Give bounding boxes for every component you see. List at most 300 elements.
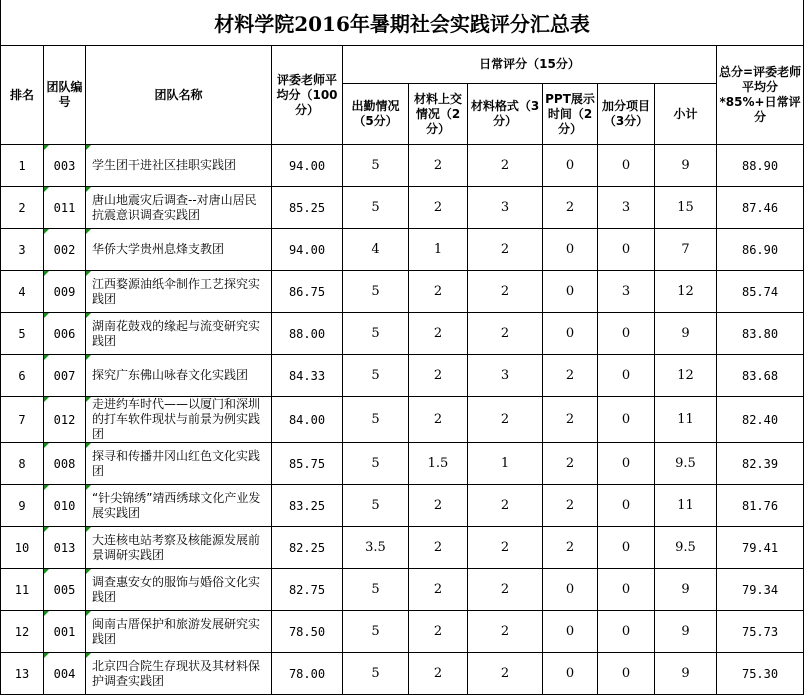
cell-team-no-text: 002 [53,242,76,257]
cell-teacher-avg [272,271,343,313]
cell-team-name-text: 华侨大学贵州息烽支教团 [92,242,225,256]
cell-ppt-time-text: 2 [565,456,575,471]
table-row [1,145,804,187]
cell-material-format [468,145,543,187]
cell-team-name-text: 探寻和传播井冈山红色文化实践团 [92,448,261,478]
cell-team-name-text: 学生团干进社区挂职实践团 [92,158,237,172]
header-rank: 排名 [1,46,44,145]
cell-materials-submit-text: 2 [433,666,443,681]
cell-subtotal-text: 9 [681,624,690,639]
cell-material-format [468,569,543,611]
header-team-name: 团队名称 [86,46,272,145]
comment-indicator-icon [44,527,49,532]
cell-ppt-time [543,611,598,653]
cell-teacher-avg [272,485,343,527]
cell-attendance-text: 5 [371,498,380,513]
cell-materials-submit-text: 2 [433,158,443,173]
cell-attendance-text: 5 [371,284,380,299]
cell-team-no [44,397,86,443]
cell-teacher-avg-text: 83.25 [288,498,326,513]
table-row [1,527,804,569]
cell-total-text: 79.41 [741,540,779,555]
comment-indicator-icon [86,355,91,360]
cell-total [717,187,804,229]
cell-materials-submit [409,145,468,187]
cell-team-name [86,527,272,569]
cell-ppt-time [543,229,598,271]
cell-ppt-time [543,443,598,485]
cell-rank-text: 9 [18,498,26,513]
cell-bonus-text: 0 [621,666,631,681]
cell-attendance-text: 5 [371,326,380,341]
cell-attendance [343,145,409,187]
cell-rank-text: 1 [18,158,26,173]
cell-subtotal-text: 9 [681,582,690,597]
cell-bonus-text: 0 [621,456,631,471]
cell-team-no-text: 011 [53,200,76,215]
table-row [1,397,804,443]
header-material-format: 材料格式（3分） [468,84,543,145]
cell-subtotal-text: 9.5 [675,456,696,471]
cell-ppt-time [543,569,598,611]
cell-subtotal [655,145,717,187]
cell-total-text: 75.73 [741,624,779,639]
cell-attendance [343,569,409,611]
comment-indicator-icon [44,355,49,360]
cell-team-no [44,187,86,229]
cell-attendance-text: 5 [371,582,380,597]
cell-total-text: 79.34 [741,582,779,597]
cell-team-name-text: 唐山地震灾后调查--对唐山居民抗震意识调查实践团 [92,192,257,222]
cell-attendance-text: 4 [371,242,380,257]
cell-bonus [598,611,655,653]
cell-subtotal [655,355,717,397]
cell-subtotal [655,527,717,569]
comment-indicator-icon [44,611,49,616]
cell-ppt-time [543,355,598,397]
cell-attendance [343,187,409,229]
cell-team-no [44,355,86,397]
comment-indicator-icon [86,653,91,658]
cell-team-name-text: 闽南古厝保护和旅游发展研究实践团 [92,616,261,646]
cell-rank-text: 12 [14,624,30,639]
cell-team-name-text: 调查惠安女的服饰与婚俗文化实践团 [92,574,261,604]
cell-team-no-text: 005 [53,582,76,597]
cell-ppt-time [543,271,598,313]
table-row [1,611,804,653]
cell-bonus-text: 0 [621,624,631,639]
cell-subtotal [655,397,717,443]
cell-team-name [86,443,272,485]
cell-team-no-text: 006 [53,326,76,341]
cell-teacher-avg-text: 82.75 [288,582,326,597]
cell-material-format [468,355,543,397]
cell-rank [1,653,44,695]
cell-ppt-time-text: 0 [565,242,575,257]
cell-subtotal-text: 12 [677,284,694,299]
cell-material-format [468,527,543,569]
cell-ppt-time [543,313,598,355]
cell-team-name [86,611,272,653]
cell-team-no [44,569,86,611]
cell-teacher-avg-text: 84.00 [288,412,326,427]
cell-team-name-text: “针尖锦绣”靖西绣球文化产业发展实践团 [92,490,261,520]
cell-material-format-text: 2 [500,242,510,257]
page-title: 材料学院2016年暑期社会实践评分汇总表 [1,0,804,46]
cell-team-no-text: 012 [53,412,76,427]
cell-materials-submit [409,443,468,485]
cell-rank [1,145,44,187]
cell-rank-text: 11 [14,582,30,597]
cell-total-text: 83.80 [741,326,779,341]
cell-material-format-text: 2 [500,666,510,681]
cell-rank [1,443,44,485]
cell-teacher-avg-text: 88.00 [288,326,326,341]
cell-attendance-text: 3.5 [365,540,386,555]
cell-team-no-text: 010 [53,498,76,513]
cell-rank-text: 8 [18,456,26,471]
cell-total [717,145,804,187]
cell-rank [1,527,44,569]
header-total: 总分=评委老师平均分*85%+日常评分 [717,46,804,145]
comment-indicator-icon [86,229,91,234]
cell-attendance-text: 5 [371,666,380,681]
comment-indicator-icon [86,397,91,402]
cell-subtotal-text: 15 [677,200,694,215]
cell-attendance-text: 5 [371,368,380,383]
cell-ppt-time-text: 0 [565,666,575,681]
cell-material-format [468,653,543,695]
cell-ppt-time [543,397,598,443]
cell-ppt-time-text: 2 [565,412,575,427]
cell-materials-submit-text: 2 [433,540,443,555]
cell-attendance-text: 5 [371,456,380,471]
cell-materials-submit [409,397,468,443]
cell-subtotal-text: 9 [681,158,690,173]
cell-subtotal [655,313,717,355]
cell-attendance [343,485,409,527]
cell-team-name [86,229,272,271]
comment-indicator-icon [86,611,91,616]
cell-teacher-avg-text: 78.00 [288,666,326,681]
cell-teacher-avg-text: 86.75 [288,284,326,299]
comment-indicator-icon [44,145,49,150]
cell-rank [1,271,44,313]
cell-bonus [598,527,655,569]
cell-material-format-text: 2 [500,412,510,427]
cell-bonus [598,653,655,695]
cell-subtotal [655,187,717,229]
cell-bonus [598,569,655,611]
cell-total [717,527,804,569]
cell-bonus [598,145,655,187]
comment-indicator-icon [44,313,49,318]
cell-attendance [343,229,409,271]
cell-total [717,611,804,653]
cell-team-no [44,313,86,355]
cell-total [717,355,804,397]
cell-teacher-avg [272,355,343,397]
cell-total [717,653,804,695]
cell-materials-submit-text: 2 [433,284,443,299]
cell-teacher-avg [272,443,343,485]
cell-bonus [598,187,655,229]
table-row [1,485,804,527]
cell-rank [1,187,44,229]
cell-material-format-text: 3 [500,368,510,383]
cell-attendance-text: 5 [371,158,380,173]
cell-materials-submit-text: 1 [433,242,443,257]
cell-material-format [468,485,543,527]
comment-indicator-icon [44,443,49,448]
cell-team-no-text: 001 [53,624,76,639]
cell-team-no [44,443,86,485]
comment-indicator-icon [44,569,49,574]
cell-team-no [44,527,86,569]
cell-rank-text: 10 [14,540,30,555]
cell-team-no [44,145,86,187]
comment-indicator-icon [86,527,91,532]
cell-rank [1,485,44,527]
cell-total [717,397,804,443]
table-row [1,271,804,313]
cell-bonus-text: 0 [621,368,631,383]
cell-teacher-avg-text: 82.25 [288,540,326,555]
cell-material-format-text: 1 [500,456,510,471]
cell-team-name-text: 探究广东佛山咏春文化实践团 [92,368,249,382]
cell-teacher-avg-text: 85.25 [288,200,326,215]
cell-materials-submit [409,611,468,653]
cell-total [717,313,804,355]
cell-total-text: 82.39 [741,456,779,471]
cell-team-name-text: 大连核电站考察及核能源发展前景调研实践团 [92,532,261,562]
cell-bonus-text: 0 [621,582,631,597]
cell-bonus-text: 0 [621,326,631,341]
cell-materials-submit-text: 2 [433,368,443,383]
cell-material-format-text: 2 [500,582,510,597]
cell-attendance-text: 5 [371,200,380,215]
cell-materials-submit [409,355,468,397]
cell-material-format [468,187,543,229]
cell-total [717,485,804,527]
header-daily-score-group: 日常评分（15分） [343,46,717,84]
cell-bonus-text: 0 [621,242,631,257]
comment-indicator-icon [44,653,49,658]
cell-subtotal [655,611,717,653]
cell-materials-submit-text: 2 [433,582,443,597]
cell-rank-text: 13 [14,666,30,681]
cell-rank [1,229,44,271]
cell-bonus [598,443,655,485]
cell-ppt-time-text: 0 [565,582,575,597]
cell-ppt-time-text: 2 [565,200,575,215]
cell-teacher-avg [272,313,343,355]
cell-materials-submit [409,313,468,355]
cell-material-format-text: 2 [500,498,510,513]
cell-attendance [343,271,409,313]
cell-attendance [343,527,409,569]
cell-rank-text: 7 [18,412,26,427]
cell-rank [1,355,44,397]
cell-materials-submit-text: 2 [433,624,443,639]
comment-indicator-icon [86,187,91,192]
cell-materials-submit-text: 1.5 [427,456,449,471]
cell-team-name [86,355,272,397]
cell-material-format [468,443,543,485]
cell-bonus [598,397,655,443]
cell-team-no [44,271,86,313]
cell-material-format-text: 2 [500,624,510,639]
table-row [1,443,804,485]
cell-subtotal [655,229,717,271]
cell-team-no-text: 003 [53,158,76,173]
comment-indicator-icon [86,485,91,490]
cell-material-format-text: 2 [500,540,510,555]
cell-material-format [468,313,543,355]
cell-teacher-avg-text: 84.33 [288,368,326,383]
cell-teacher-avg-text: 85.75 [288,456,326,471]
cell-attendance [343,355,409,397]
cell-team-name [86,145,272,187]
cell-teacher-avg [272,527,343,569]
cell-ppt-time-text: 0 [565,624,575,639]
cell-team-name-text: 北京四合院生存现状及其材料保护调查实践团 [92,658,261,688]
cell-total-text: 87.46 [741,200,779,215]
cell-bonus-text: 3 [621,200,631,215]
cell-bonus [598,271,655,313]
cell-team-name [86,271,272,313]
cell-team-no-text: 009 [53,284,76,299]
header-team-no: 团队编号 [44,46,86,145]
cell-material-format [468,611,543,653]
cell-ppt-time-text: 0 [565,326,575,341]
cell-ppt-time [543,653,598,695]
cell-ppt-time [543,527,598,569]
cell-rank-text: 6 [18,368,26,383]
table-row [1,653,804,695]
cell-team-name [86,397,272,443]
cell-material-format [468,229,543,271]
cell-team-no-text: 004 [53,666,76,681]
cell-materials-submit [409,229,468,271]
cell-teacher-avg [272,653,343,695]
cell-subtotal-text: 9 [681,666,690,681]
header-bonus: 加分项目（3分） [598,84,655,145]
cell-material-format-text: 3 [500,200,510,215]
cell-ppt-time-text: 0 [565,284,575,299]
cell-teacher-avg-text: 94.00 [288,158,326,173]
comment-indicator-icon [44,271,49,276]
cell-ppt-time [543,145,598,187]
cell-ppt-time-text: 2 [565,498,575,513]
cell-team-no [44,611,86,653]
cell-team-name [86,313,272,355]
cell-materials-submit [409,653,468,695]
cell-material-format-text: 2 [500,158,510,173]
cell-materials-submit-text: 2 [433,326,443,341]
cell-attendance [343,313,409,355]
cell-team-name-text: 江西婺源油纸伞制作工艺探究实践团 [92,276,261,306]
cell-bonus [598,313,655,355]
cell-ppt-time-text: 2 [565,540,575,555]
cell-subtotal-text: 9 [681,326,690,341]
cell-total-text: 75.30 [741,666,779,681]
cell-team-name-text: 湖南花鼓戏的缘起与流变研究实践团 [92,318,261,348]
cell-teacher-avg [272,611,343,653]
cell-rank-text: 3 [18,242,26,257]
cell-material-format [468,397,543,443]
header-materials-submit: 材料上交情况（2分） [409,84,468,145]
table-row [1,187,804,229]
cell-bonus-text: 0 [621,498,631,513]
cell-team-no-text: 008 [53,456,76,471]
cell-rank-text: 4 [18,284,26,299]
cell-material-format-text: 2 [500,284,510,299]
cell-ppt-time [543,485,598,527]
cell-material-format-text: 2 [500,326,510,341]
cell-materials-submit-text: 2 [433,412,443,427]
comment-indicator-icon [44,187,49,192]
table-row [1,313,804,355]
cell-bonus [598,485,655,527]
cell-teacher-avg [272,187,343,229]
table-row [1,569,804,611]
cell-teacher-avg [272,397,343,443]
cell-teacher-avg [272,145,343,187]
cell-total-text: 86.90 [741,242,779,257]
comment-indicator-icon [44,485,49,490]
table-body [1,145,804,695]
cell-total [717,229,804,271]
cell-subtotal [655,271,717,313]
cell-teacher-avg [272,229,343,271]
comment-indicator-icon [44,397,49,402]
cell-subtotal-text: 12 [677,368,694,383]
cell-total-text: 83.68 [741,368,779,383]
cell-subtotal-text: 11 [677,498,694,513]
header-ppt-time: PPT展示时间（2分） [543,84,598,145]
comment-indicator-icon [86,271,91,276]
cell-subtotal [655,653,717,695]
cell-total-text: 85.74 [741,284,779,299]
cell-teacher-avg [272,569,343,611]
cell-subtotal [655,485,717,527]
cell-materials-submit-text: 2 [433,498,443,513]
comment-indicator-icon [86,313,91,318]
cell-rank [1,611,44,653]
cell-total [717,443,804,485]
cell-subtotal [655,569,717,611]
cell-team-no-text: 007 [53,368,76,383]
cell-subtotal-text: 11 [677,412,694,427]
cell-subtotal [655,443,717,485]
cell-attendance-text: 5 [371,624,380,639]
comment-indicator-icon [44,229,49,234]
cell-team-no [44,653,86,695]
cell-total-text: 81.76 [741,498,779,513]
cell-attendance [343,653,409,695]
cell-bonus-text: 0 [621,158,631,173]
cell-subtotal-text: 9.5 [675,540,696,555]
cell-team-name-text: 走进约车时代——以厦门和深圳的打车软件现状与前景为例实践团 [92,397,261,441]
cell-ppt-time-text: 2 [565,368,575,383]
cell-materials-submit [409,527,468,569]
header-subtotal: 小计 [655,84,717,145]
cell-ppt-time-text: 0 [565,158,575,173]
cell-rank-text: 5 [18,326,26,341]
cell-team-no-text: 013 [53,540,76,555]
cell-team-name [86,485,272,527]
